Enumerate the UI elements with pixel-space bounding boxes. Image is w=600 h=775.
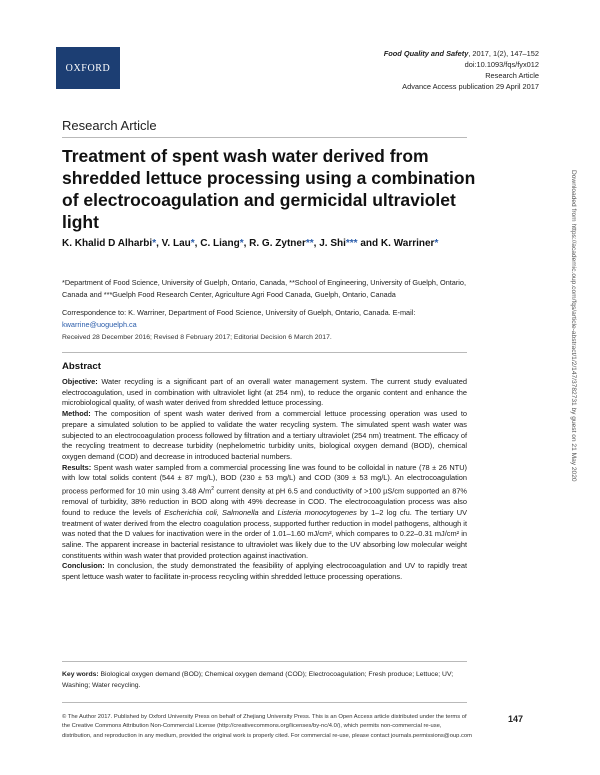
page-number: 147 [508, 714, 524, 724]
abstract-method [62, 409, 467, 463]
conclusion-text: In conclusion, the study demonstrated the feasibility of applying electrocoagulation and UV to rapidly treat spent lettuce wash water to facilitate in-process recycling within shredded lettuce processing operations. [62, 561, 467, 582]
conclusion-label: Conclusion: [62, 561, 105, 571]
doi[interactable]: doi:10.1093/fqs/fyx012 [464, 60, 539, 69]
author-separator: and [357, 238, 381, 249]
section-label: Research Article [62, 118, 157, 133]
abstract-results [62, 463, 467, 562]
divider [62, 352, 467, 353]
results-text: current density at pH 6.5 and conductivity of >100 µS/cm supported an 87% removal of turbidity, 38% reduction in BOD along with 49% decrease in COD. The electrocoagulation process was also found to reduce the levels of [62, 486, 467, 517]
citation: , 2017, 1(2), 147–152 [468, 49, 539, 58]
affiliation-marker[interactable]: * [434, 238, 439, 249]
affiliation-marker[interactable]: * [190, 238, 195, 249]
download-notice: Downloaded from https://academic.oup.com/fqs/article-abstract/1/2/147/3782731 by guest on 21 May 2020 [570, 170, 577, 482]
method-label: Method: [62, 409, 91, 419]
author-name[interactable]: J. Shi [319, 238, 346, 249]
author-name[interactable]: K. Khalid D Alharbi [62, 238, 153, 249]
keywords [62, 670, 472, 691]
organism-name: Listeria monocytogenes [277, 507, 357, 517]
author-separator: , [243, 238, 250, 249]
organism-names: Escherichia coli, Salmonella [164, 507, 259, 517]
affiliation-marker[interactable]: ** [305, 238, 314, 249]
correspondence [62, 307, 472, 330]
results-text: and [258, 507, 278, 517]
author-name[interactable]: C. Liang [200, 238, 240, 249]
journal-name[interactable]: Food Quality and Safety [383, 49, 469, 58]
author-separator: , [194, 238, 201, 249]
abstract-heading: Abstract [62, 361, 101, 372]
journal-citation [384, 48, 539, 59]
author-name[interactable]: V. Lau [161, 238, 191, 249]
abstract-body [62, 377, 467, 583]
affiliation-marker[interactable]: * [239, 238, 244, 249]
results-text: Spent wash water sampled from a commercial processing line was found to be colloidal in nature (78 ± 26 NTU) with low total solids content (544 ± 87 mg/L), BOD (230 ± 53 mg/L) and COD (309 ± 53 mg/L). An electrocoagulation process performed for 10 min using 3.48 A/m [62, 462, 467, 496]
oxford-logo [56, 47, 120, 89]
objective-text: Water recycling is a significant part of an overall water management system. The current study evaluated electrocoagulation, used in combination with ultraviolet light (at 254 nm), to reduce the organic content and enhance the microbiological quality, of wash water derived from shredded lettuce processing. [62, 377, 467, 408]
divider [62, 137, 467, 138]
affiliation-marker[interactable]: * [152, 238, 157, 249]
advance-access: Advance Access publication 29 April 2017 [402, 82, 539, 91]
method-text: The composition of spent wash water derived from a commercial lettuce processing operation was used to prepare a simulated solution to be applied to validate the water recycling system. The simulated spent wash water was subjected to an electrocoagulation process followed by filtration and a tertiary ultraviolet (254 nm) treatment. The efficacy of the recycling treatment to decrease turbidity (nephelometric turbidity units, biological oxygen demand (BOD), chemical oxygen demand (COD) and decrease in introduced bacterial numbers. [62, 409, 467, 461]
results-superscript: 2 [211, 486, 215, 493]
email-link[interactable]: kwarrine@uoguelph.ca [62, 319, 137, 329]
license-notice: © The Author 2017. Published by Oxford University Press on behalf of Zhejiang University Press. This is an Open Access article distributed under the terms of the Creative Commons Attribution Non-Commercial License (http://creativecommons.org/licenses/by-nc/4.0/), which permits non-commercial re-use, distribution, and reproduction in any medium, provided the original work is properly cited. For commercial re-use, please contact journals.permissions@oup.com [62, 714, 472, 739]
affiliation-marker[interactable]: *** [345, 238, 358, 249]
abstract-objective [62, 377, 467, 409]
publication-dates: Received 28 December 2016; Revised 8 February 2017; Editorial Decision 6 March 2017. [62, 334, 332, 341]
author-separator: , [313, 238, 320, 249]
logo-text: OXFORD [65, 62, 111, 74]
results-label: Results: [62, 462, 92, 472]
article-meta [384, 48, 539, 92]
author-name[interactable]: K. Warriner [380, 238, 435, 249]
results-text: by 1–2 log cfu. The tertiary UV treatment of water derived from the electro coagulation process, supported further reduction in model pathogens, although it was noted that the D values for inactivation were in the order of 1.01–1.60 mJ/cm², which compares to 0.22–0.31 mJ/cm² in saline. The apparent increase in bacterial resistance to ultraviolet was likely due to the UV absorbing low molecular weight constituents within wash water that provided protection against inactivation. [62, 507, 467, 560]
author-name[interactable]: R. G. Zytner [249, 238, 306, 249]
author-separator: , [156, 238, 162, 249]
keywords-label: Key words: [62, 671, 99, 678]
divider [62, 702, 467, 703]
article-title: Treatment of spent wash water derived from shredded lettuce processing using a combination of electrocoagulation and germicidal ultraviolet light [62, 146, 476, 232]
keywords-text: Biological oxygen demand (BOD); Chemical oxygen demand (COD); Electrocoagulation; Fresh produce; Lettuce; UV; Washing; Water recycling. [62, 671, 454, 689]
divider [62, 661, 467, 662]
objective-label: Objective: [62, 377, 98, 386]
abstract-conclusion [62, 561, 467, 582]
correspondence-text: Correspondence to: K. Warriner, Department of Food Science, University of Guelph, Ontario, Canada. E-mail: [62, 308, 416, 317]
article-type: Research Article [485, 71, 539, 80]
affiliations: *Department of Food Science, University of Guelph, Ontario, Canada, **School of Engineering, University of Guelph, Ontario, Canada and ***Guelph Food Research Center, Agriculture Agri Food Canada, Guelph, Ontario, Canada [62, 278, 466, 299]
author-list [62, 236, 462, 251]
